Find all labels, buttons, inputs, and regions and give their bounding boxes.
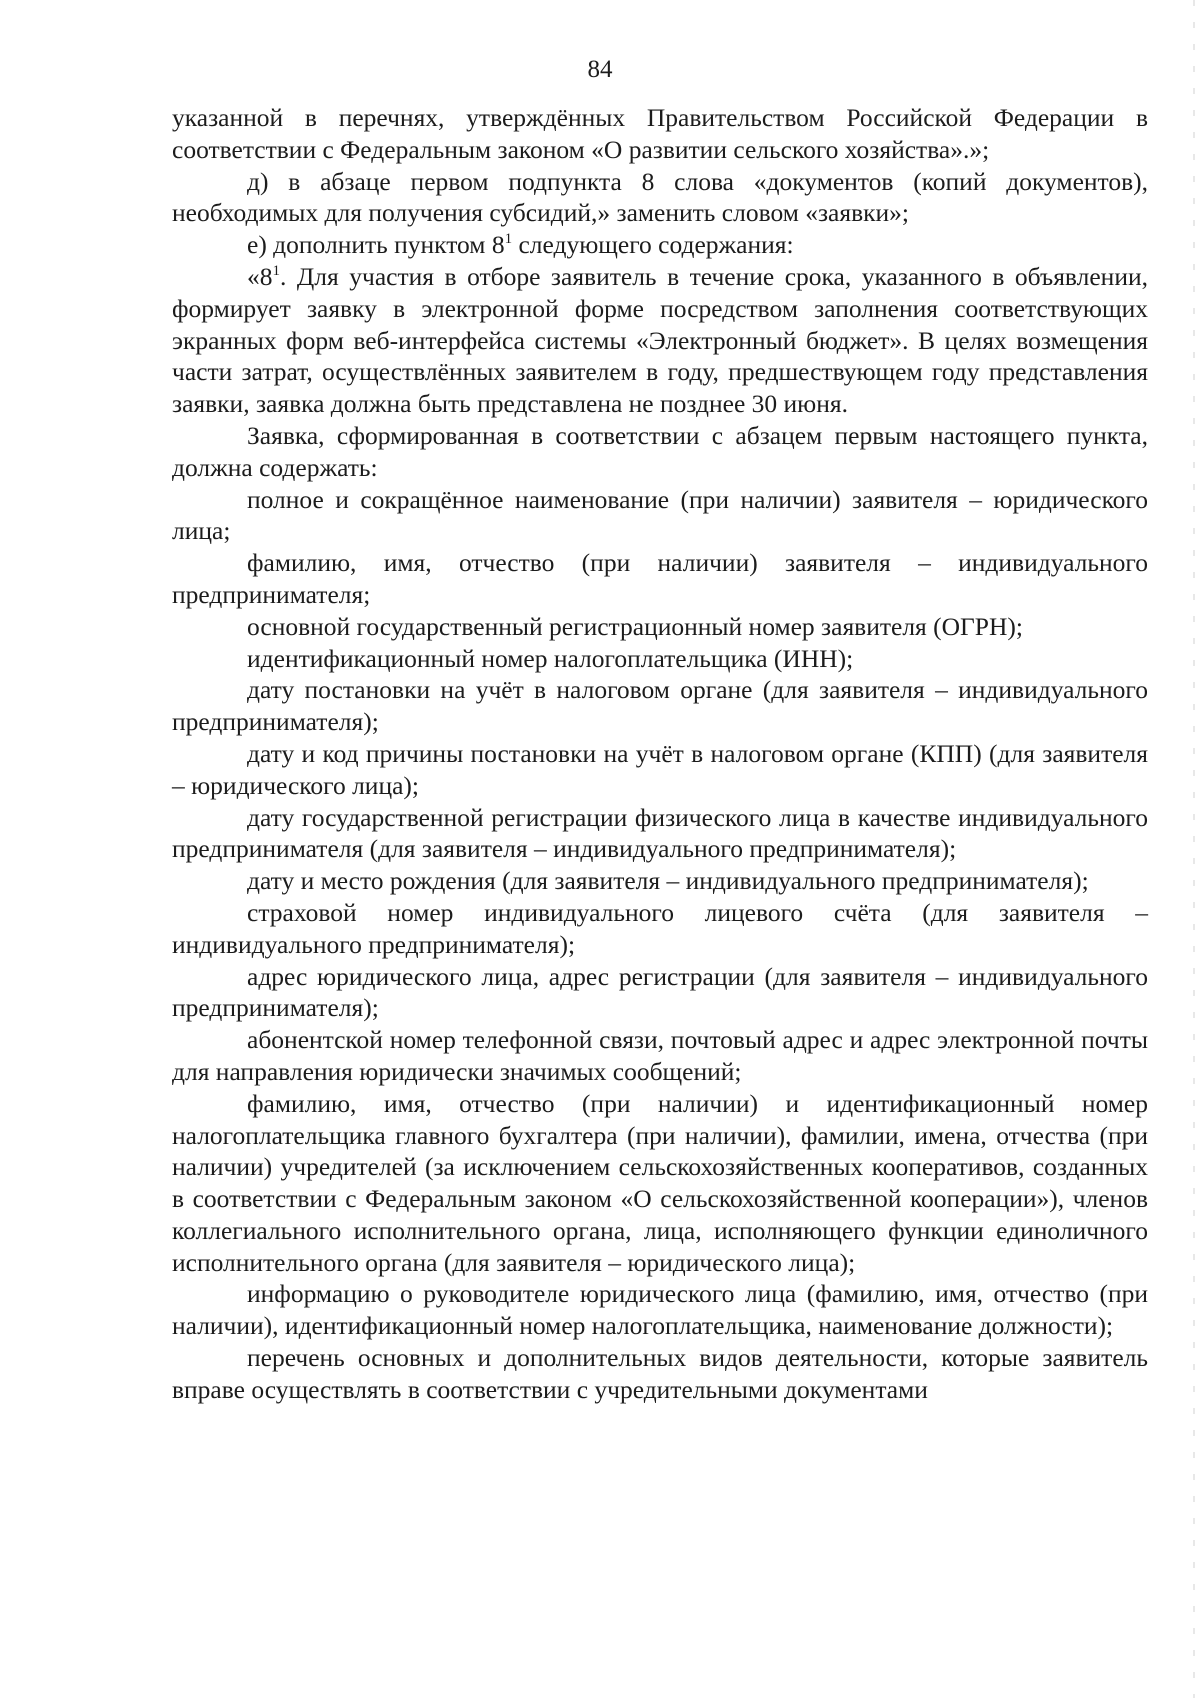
paragraph (172, 674, 1148, 738)
paragraph (172, 261, 1148, 420)
paragraph (172, 1024, 1148, 1088)
scan-edge-marks (1193, 0, 1195, 1698)
paragraph-text: информацию о руководителе юридического лица (фамилию, имя, отчество (при наличии), идентификационный номер налогоплательщика, наименование должности); (172, 1279, 1148, 1341)
paragraph-text: идентификационный номер налогоплательщика (ИНН); (247, 643, 854, 673)
paragraph-text: д) в абзаце первом подпункта 8 слова «документов (копий документов), необходимых для получения субсидий,» заменить словом «заявки»; (172, 166, 1148, 228)
paragraph (172, 1278, 1148, 1342)
paragraph (172, 102, 1148, 166)
paragraph-text-before: е) дополнить пунктом 8 (247, 230, 505, 260)
document-body (172, 102, 1148, 1406)
paragraph-text: дату и код причины постановки на учёт в налоговом органе (КПП) (для заявителя – юридического лица); (172, 738, 1148, 800)
paragraph-text: полное и сокращённое наименование (при наличии) заявителя – юридического лица; (172, 484, 1148, 546)
paragraph (172, 897, 1148, 961)
paragraph (172, 1342, 1148, 1406)
paragraph-text: страховой номер индивидуального лицевого счёта (для заявителя – индивидуального предпринимателя); (172, 897, 1148, 959)
paragraph-text-after: . Для участия в отборе заявитель в течение срока, указанного в объявлении, формирует заявку в электронной форме посредством заполнения соответствующих экранных форм веб-интерфейса системы «Электронный бюджет». В целях возмещения части затрат, осуществлённых заявителем в году, предшествующем году представления заявки, заявка должна быть представлена не позднее 30 июня. (172, 261, 1148, 419)
paragraph (172, 802, 1148, 866)
paragraph-text-before: «8 (247, 261, 273, 291)
paragraph-text: абонентской номер телефонной связи, почтовый адрес и адрес электронной почты для направления юридически значимых сообщений; (172, 1025, 1148, 1086)
paragraph (172, 420, 1148, 484)
paragraph-text: фамилию, имя, отчество (при наличии) заявителя – индивидуального предпринимателя; (172, 548, 1148, 609)
paragraph-text: дату постановки на учёт в налоговом органе (для заявителя – индивидуального предпринимателя); (172, 675, 1148, 737)
paragraph-text: основной государственный регистрационный номер заявителя (ОГРН); (247, 611, 1023, 641)
paragraph-text: дату и место рождения (для заявителя – индивидуального предпринимателя); (247, 866, 1089, 896)
paragraph (172, 865, 1148, 897)
paragraph (172, 611, 1148, 643)
paragraph-text: фамилию, имя, отчество (при наличии) и идентификационный номер налогоплательщика главного бухгалтера (при наличии), фамилии, имена, отчества (при наличии) учредителей (за исключением сельскохозяйственных кооперативов, созданных в соответствии с Федеральным законом «О сельскохозяйственной кооперации»), членов коллегиального исполнительного органа, лица, исполняющего функции единоличного исполнительного органа (для заявителя – юридического лица); (172, 1088, 1148, 1277)
page-number: 84 (587, 56, 613, 83)
paragraph-text: указанной в перечнях, утверждённых Правительством Российской Федерации в соответствии с Федеральным законом «О развитии сельского хозяйства».»; (172, 103, 1148, 164)
paragraph (172, 738, 1148, 802)
paragraph-text: дату государственной регистрации физического лица в качестве индивидуального предпринимателя (для заявителя – индивидуального предпринимателя); (172, 802, 1148, 864)
paragraph (172, 484, 1148, 548)
paragraph (172, 166, 1148, 230)
paragraph (172, 961, 1148, 1025)
superscript-index: 1 (504, 231, 513, 248)
paragraph-text: адрес юридического лица, адрес регистрации (для заявителя – индивидуального предпринимателя); (172, 961, 1148, 1023)
superscript-index: 1 (272, 262, 280, 279)
paragraph-text: перечень основных и дополнительных видов деятельности, которые заявитель вправе осуществлять в соответствии с учредительными документами (172, 1343, 1148, 1404)
paragraph (172, 1088, 1148, 1279)
paragraph (172, 229, 1148, 261)
paragraph (172, 643, 1148, 675)
paragraph-text: Заявка, сформированная в соответствии с абзацем первым настоящего пункта, должна содержать: (172, 420, 1148, 482)
paragraph-text-after: следующего содержания: (512, 230, 794, 260)
paragraph (172, 547, 1148, 611)
